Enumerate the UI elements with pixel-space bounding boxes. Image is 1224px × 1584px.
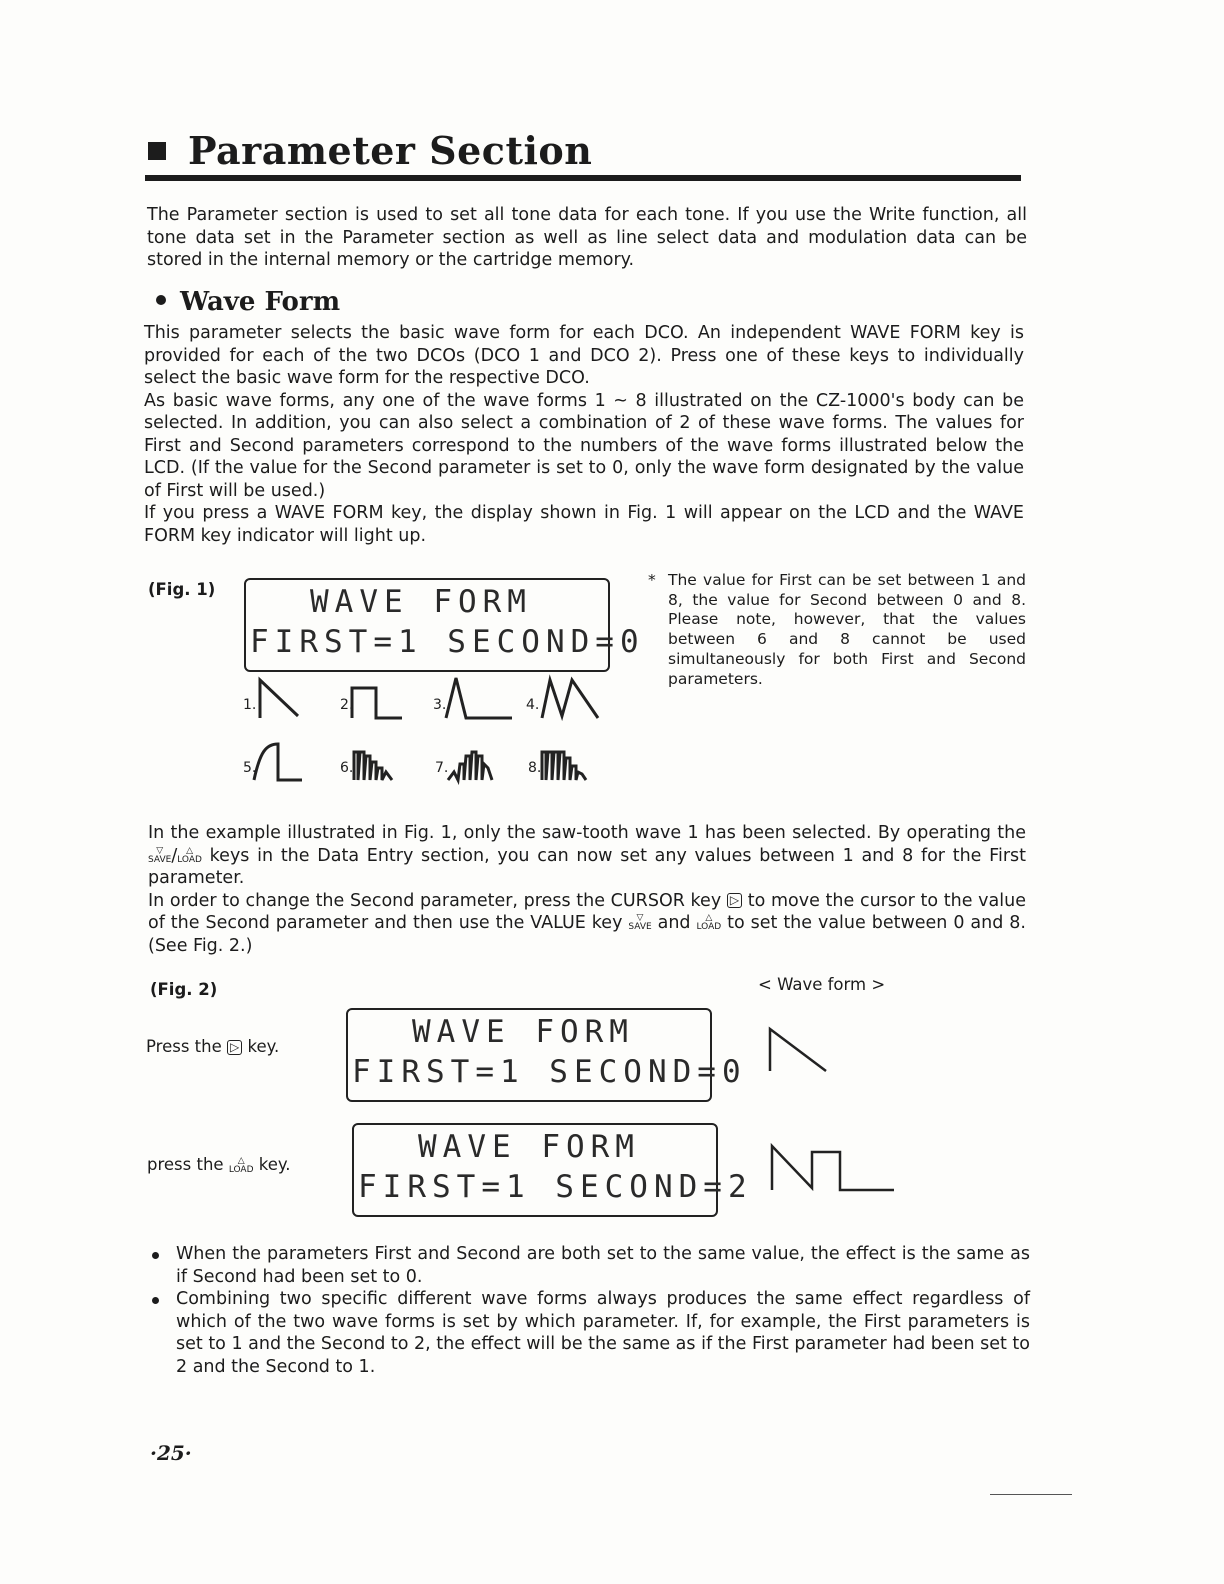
lcd-line-1: WAVE FORM: [412, 1014, 634, 1050]
bullet-list: [150, 1243, 1030, 1378]
save-key-icon: ▽ SAVE: [628, 913, 652, 932]
square-bullet-icon: [148, 142, 166, 160]
save-key-icon: ▽ SAVE: [148, 845, 172, 865]
fig2-label: (Fig. 2): [150, 980, 218, 999]
page-number: ·25·: [150, 1441, 192, 1465]
bullet-icon: [152, 1297, 159, 1304]
cursor-key-icon: ▷: [227, 1040, 242, 1055]
fig2-wave-1: [766, 1025, 836, 1075]
square-wave-icon: [352, 688, 402, 718]
lcd-line-2: FIRST=1 SECOND=0: [250, 624, 645, 660]
note-asterisk: *: [648, 571, 656, 589]
lcd-line-2: FIRST=1 SECOND=0: [352, 1054, 747, 1090]
wave-num-5: 5.: [243, 760, 257, 776]
press-cursor-instruction: Press the ▷ key.: [146, 1037, 280, 1056]
example-paragraphs: [148, 822, 1026, 957]
fig1-label: (Fig. 1): [148, 580, 216, 599]
load-key-icon: △ LOAD: [228, 1155, 254, 1175]
resonance-3-wave-icon: [542, 752, 586, 780]
double-sine-wave-icon: [542, 680, 598, 718]
section-title: Parameter Section: [148, 128, 592, 173]
wave-num-1: 1.: [243, 697, 257, 713]
wave-num-6: 6.: [340, 760, 354, 776]
sawtooth-wave-icon: [770, 1029, 826, 1071]
example-p1: In the example illustrated in Fig. 1, only the saw-tooth wave 1 has been selected. By operating the ▽ SAVE/ △ LOAD keys in the Data Entry section, you can now set any values between 1 and 8 for the First parameter.: [148, 823, 1026, 888]
wave-form-heading: Wave Form: [156, 287, 340, 317]
lcd-line-2: FIRST=1 SECOND=2: [358, 1169, 753, 1205]
wave-form-paragraphs: [144, 322, 1024, 547]
fig2-lcd-1: [346, 1008, 747, 1102]
wave-form-p2: As basic wave forms, any one of the wave forms 1 ~ 8 illustrated on the CZ-1000's body can be selected. In addition, you can also select a combination of 2 of these wave forms. The values for First and Second parameters correspond to the numbers of the wave forms illustrated below the LCD. (If the value for the Second parameter is set to 0, only the wave form designated by the value of First will be used.): [144, 390, 1024, 501]
fig2-wave-2: [766, 1142, 906, 1198]
load-key-icon: △ LOAD: [696, 913, 722, 932]
saw-pulse-wave-icon: [254, 744, 302, 780]
lcd-line-1: WAVE FORM: [418, 1129, 640, 1165]
press-load-instruction: press the △ LOAD key.: [147, 1155, 291, 1175]
wave-num-3: 3.: [433, 697, 447, 713]
note-text: The value for First can be set between 1 and 8, the value for Second between 0 and 8. Please note, however, that the values between 6 and 8 cannot be used simultaneously for both First and Second parameters.: [668, 571, 1026, 688]
list-item: When the parameters First and Second are both set to the same value, the effect is the same as if Second had been set to 0.: [150, 1243, 1030, 1288]
intro-paragraph: The Parameter section is used to set all tone data for each tone. If you use the Write function, all tone data set in the Parameter section as well as line select data and modulation data can be stored in the internal memory or the cartridge memory.: [147, 205, 1027, 270]
wave-form-label: < Wave form >: [758, 975, 886, 994]
bullet-icon: [156, 295, 166, 305]
title-rule: [145, 175, 1021, 181]
sawtooth-wave-icon: [260, 680, 298, 718]
list-item: Combining two specific different wave forms always produces the same effect regardless of which of the two wave forms is set by which parameter. If, for example, the First parameters is set to 1 and the Second to 2, the effect will be the same as if the First parameter had been set to 2 and the Second to 1.: [150, 1288, 1030, 1378]
example-p2: In order to change the Second parameter, press the CURSOR key ▷ to move the cursor to the value of the Second parameter and then use the VALUE key ▽ SAVE and △ LOAD to set the value between 0 and 8. (See Fig. 2.): [148, 890, 1026, 956]
lcd-line-1: WAVE FORM: [310, 584, 532, 620]
wave-num-7: 7.: [435, 760, 449, 776]
fig1-note: [648, 571, 1026, 689]
wave-form-p1: This parameter selects the basic wave form for each DCO. An independent WAVE FORM key is provided for each of the two DCOs (DCO 1 and DCO 2). Press one of these keys to individually select the basic wave form for the respective DCO.: [144, 323, 1024, 388]
fig2-lcd-2: [352, 1123, 753, 1217]
pulse-wave-icon: [446, 678, 512, 718]
footer-rule: [990, 1494, 1072, 1495]
cursor-key-icon: ▷: [727, 893, 742, 908]
load-key-icon: △ LOAD: [177, 845, 202, 865]
wave-num-2: 2.: [340, 697, 354, 713]
fig1-lcd: [244, 578, 645, 672]
wave-form-p3: If you press a WAVE FORM key, the display shown in Fig. 1 will appear on the LCD and the WAVE FORM key indicator will light up.: [144, 503, 1024, 546]
wave-forms-diagram: [230, 672, 630, 792]
bullet-icon: [152, 1252, 159, 1259]
resonance-1-wave-icon: [354, 752, 392, 780]
wave-num-8: 8.: [528, 760, 542, 776]
resonance-2-wave-icon: [448, 752, 492, 780]
saw-square-combined-wave-icon: [772, 1146, 894, 1190]
wave-num-4: 4.: [526, 697, 540, 713]
